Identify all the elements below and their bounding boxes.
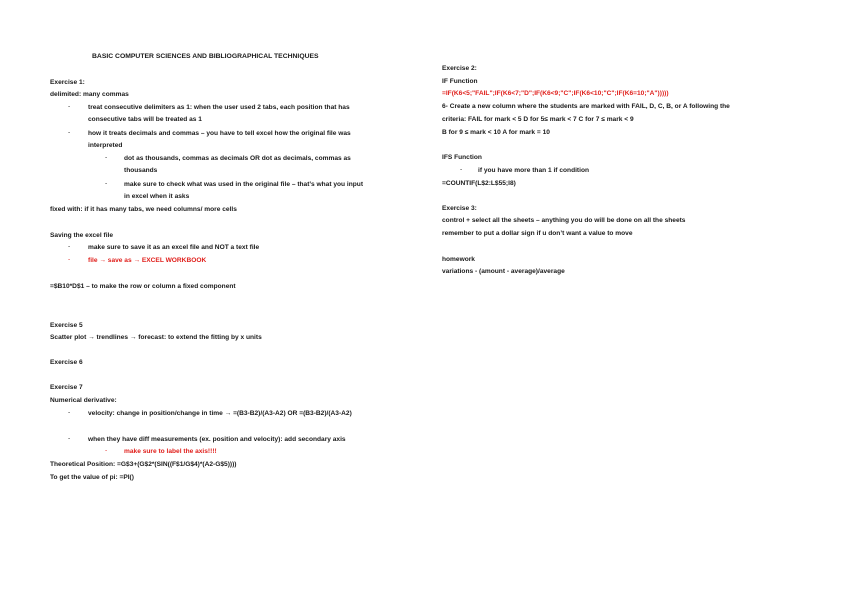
exercise-5-text: Scatter plot → trendlines → forecast: to extend the fitting by x units [50, 334, 262, 341]
sub-bullet-check-original: make sure to check what was used in the original file – that’s what you input [124, 181, 364, 188]
bullet-dash: - [68, 103, 71, 110]
pi-note: To get the value of pi: =PI() [50, 474, 134, 481]
bullet-decimals-commas-cont: interpreted [88, 142, 123, 149]
sub-bullet-dot-thousands: dot as thousands, commas as decimals OR dot as decimals, commas as [124, 155, 351, 162]
exercise-6-heading: Exercise 6 [50, 359, 83, 366]
bullet-dash: - [68, 409, 71, 416]
if-formula: =IF(K6<5;"FAIL";IF(K6<7;"D";IF(K6<9;"C";IF(K6<10;"C";IF(K6=10;"A"))))) [442, 90, 669, 97]
ifs-function-heading: IFS Function [442, 154, 482, 161]
document-title: BASIC COMPUTER SCIENCES AND BIBLIOGRAPHICAL TECHNIQUES [92, 53, 319, 60]
countif-formula: =COUNTIF(L$2:L$55;I8) [442, 180, 516, 187]
bullet-consecutive-delimiters: treat consecutive delimiters as 1: when the user used 2 tabs, each position that has [88, 104, 350, 111]
task-6-line-3: B for 9 ≤ mark < 10 A for mark = 10 [442, 129, 550, 136]
theoretical-position-formula: Theoretical Position: =G$3+(G$2*(SIN((F$1/G$4)*(A2-G$5)))) [50, 461, 237, 468]
sub-bullet-dash: - [105, 154, 108, 161]
exercise-3-line-2: remember to put a dollar sign if u don’t want a value to move [442, 230, 633, 237]
bullet-dash: - [68, 243, 71, 250]
bullet-secondary-axis: when they have diff measurements (ex. position and velocity): add secondary axis [88, 436, 346, 443]
bullet-consecutive-delimiters-cont: consecutive tabs will be treated as 1 [88, 116, 202, 123]
variations-formula: variations - (amount - average)/average [442, 268, 565, 275]
sub-bullet-label-axis: make sure to label the axis!!!! [124, 448, 217, 455]
delimited-heading: delimited: many commas [50, 91, 129, 98]
exercise-3-heading: Exercise 3: [442, 205, 477, 212]
exercise-3-line-1: control + select all the sheets – anything you do will be done on all the sheets [442, 217, 686, 224]
sub-bullet-check-original-cont: in excel when it asks [124, 193, 190, 200]
bullet-velocity: velocity: change in position/change in time → =(B3-B2)/(A3-A2) OR =(B3-B2)/(A3-A2) [88, 410, 352, 417]
bullet-save-as-path: file → save as → EXCEL WORKBOOK [88, 257, 207, 264]
sub-bullet-dash: - [105, 180, 108, 187]
exercise-1-heading: Exercise 1: [50, 79, 85, 86]
bullet-dash: - [68, 129, 71, 136]
if-function-heading: IF Function [442, 78, 478, 85]
bullet-ifs-condition: if you have more than 1 if condition [478, 167, 590, 174]
homework-heading: homework [442, 256, 475, 263]
exercise-5-heading: Exercise 5 [50, 322, 83, 329]
sub-bullet-dash-red: - [105, 447, 108, 454]
task-6-line-1: 6- Create a new column where the students are marked with FAIL, D, C, B, or A following the [442, 103, 730, 110]
bullet-save-excel: make sure to save it as an excel file and NOT a text file [88, 244, 260, 251]
numerical-derivative-heading: Numerical derivative: [50, 397, 117, 404]
bullet-dash: - [68, 435, 71, 442]
sub-bullet-dot-thousands-cont: thousands [124, 167, 158, 174]
fixed-width-note: fixed with: if it has many tabs, we need columns/ more cells [50, 206, 237, 213]
bullet-dash: - [460, 166, 463, 173]
absolute-reference-note: =$B10*D$1 – to make the row or column a fixed component [50, 283, 236, 290]
saving-heading: Saving the excel file [50, 232, 114, 239]
exercise-2-heading: Exercise 2: [442, 65, 477, 72]
task-6-line-2: criteria: FAIL for mark < 5 D for 5≤ mark < 7 C for 7 ≤ mark < 9 [442, 116, 634, 123]
exercise-7-heading: Exercise 7 [50, 384, 83, 391]
bullet-dash-red: - [68, 256, 71, 263]
bullet-decimals-commas: how it treats decimals and commas – you have to tell excel how the original file was [88, 130, 351, 137]
